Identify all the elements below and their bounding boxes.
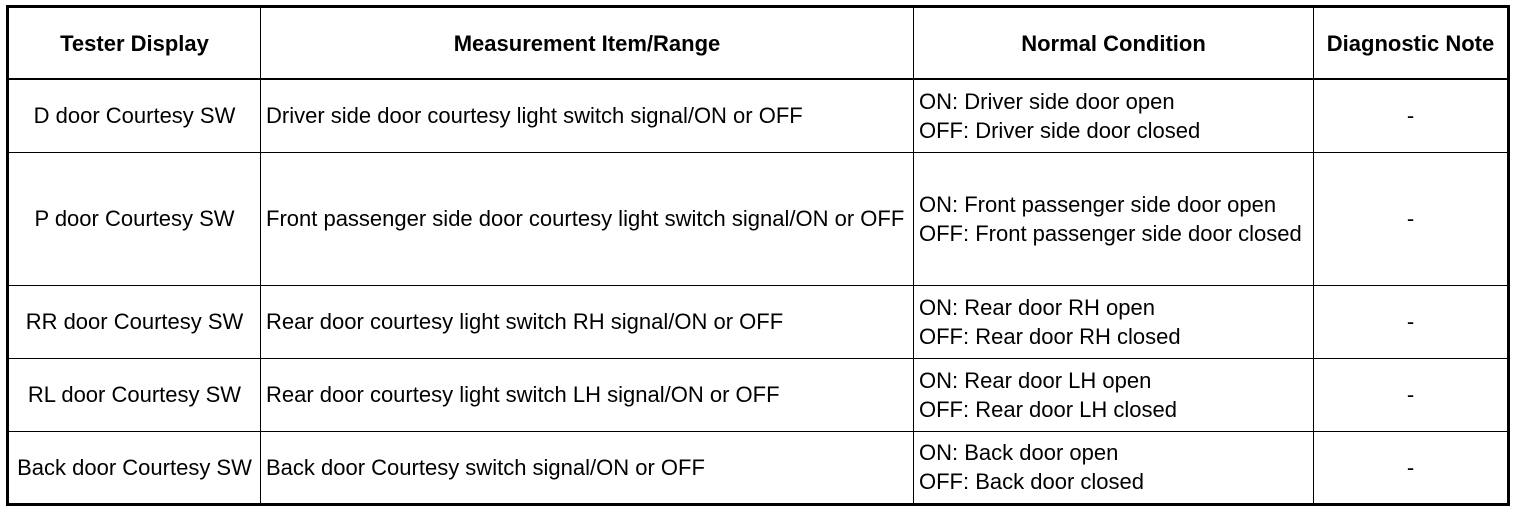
condition-off-text: OFF: Front passenger side door closed [919, 220, 1302, 246]
condition-off-text: OFF: Rear door LH closed [919, 396, 1177, 422]
normal-condition-cell [914, 285, 1314, 358]
condition-on-text: ON: Back door open [919, 440, 1119, 465]
diagnostic-note-cell: - [1314, 431, 1509, 504]
diagnostic-data-table [6, 5, 1510, 506]
diagnostic-note-cell: - [1314, 285, 1509, 358]
table-row [8, 358, 1509, 431]
diagnostic-note-cell: - [1314, 79, 1509, 152]
condition-on-text: ON: Front passenger side door open [919, 191, 1277, 217]
diagnostic-note-cell: - [1314, 152, 1509, 285]
tester-display-cell: P door Courtesy SW [8, 152, 261, 285]
measurement-cell: Back door Courtesy switch signal/ON or OFF [261, 431, 914, 504]
condition-off-text: OFF: Driver side door closed [919, 117, 1201, 143]
tester-display-cell: RL door Courtesy SW [8, 358, 261, 431]
table-row [8, 431, 1509, 504]
tester-display-cell: D door Courtesy SW [8, 79, 261, 152]
measurement-cell: Rear door courtesy light switch RH signal/ON or OFF [261, 285, 914, 358]
measurement-cell: Front passenger side door courtesy light switch signal/ON or OFF [261, 152, 914, 285]
condition-on-text: ON: Rear door RH open [919, 294, 1155, 320]
measurement-cell: Rear door courtesy light switch LH signal/ON or OFF [261, 358, 914, 431]
header-normal-condition: Normal Condition [914, 7, 1314, 80]
condition-off-text: OFF: Rear door RH closed [919, 323, 1181, 349]
table-row [8, 79, 1509, 152]
header-diagnostic-note: Diagnostic Note [1314, 7, 1509, 80]
diagnostic-note-cell: - [1314, 358, 1509, 431]
header-row [8, 7, 1509, 80]
measurement-cell: Driver side door courtesy light switch signal/ON or OFF [261, 79, 914, 152]
condition-on-text: ON: Driver side door open [919, 88, 1175, 114]
condition-on-text: ON: Rear door LH open [919, 367, 1152, 393]
header-measurement: Measurement Item/Range [261, 7, 914, 80]
normal-condition-cell [914, 431, 1314, 504]
tester-display-cell: RR door Courtesy SW [8, 285, 261, 358]
table-row [8, 152, 1509, 285]
condition-off-text: OFF: Back door closed [919, 469, 1144, 494]
normal-condition-cell [914, 358, 1314, 431]
header-tester-display: Tester Display [8, 7, 261, 80]
normal-condition-cell [914, 152, 1314, 285]
tester-display-cell: Back door Courtesy SW [8, 431, 261, 504]
table-row [8, 285, 1509, 358]
normal-condition-cell [914, 79, 1314, 152]
